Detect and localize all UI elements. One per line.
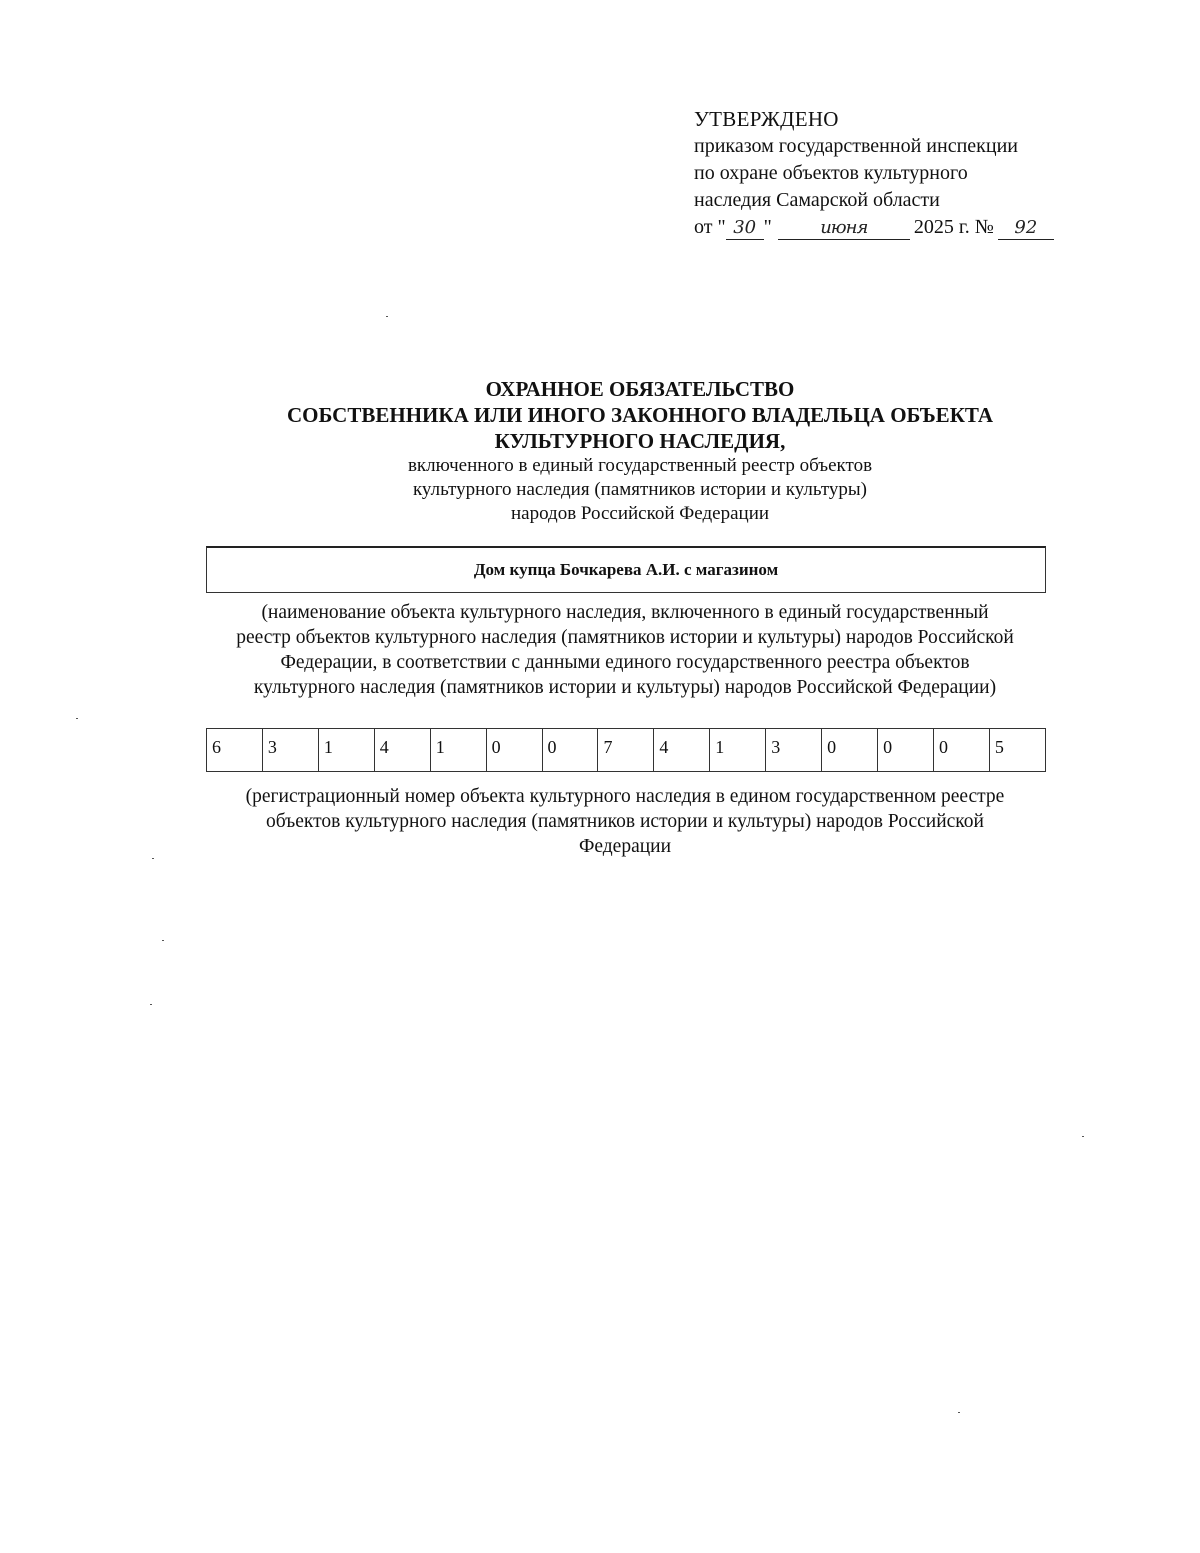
- handwritten-day: 30: [726, 217, 764, 240]
- scan-speck: [150, 1004, 152, 1005]
- reg-digit-cell: 4: [654, 729, 710, 772]
- reg-digit-cell: 3: [766, 729, 822, 772]
- scan-speck: [76, 718, 78, 719]
- reg-digit-cell: 7: [598, 729, 654, 772]
- object-caption-line-1: (наименование объекта культурного наследия, включенного в единый государственный: [261, 602, 989, 623]
- reg-digit-cell: 6: [207, 729, 263, 772]
- reg-digit-cell: 0: [542, 729, 598, 772]
- approval-heading: УТВЕРЖДЕНО: [694, 107, 839, 131]
- reg-digit-cell: 0: [486, 729, 542, 772]
- reg-digit-cell: 3: [262, 729, 318, 772]
- object-caption-line-4: культурного наследия (памятников истории и культуры) народов Российской Федерации): [253, 677, 997, 698]
- reg-digit-cell: 0: [878, 729, 934, 772]
- document-title-block: [200, 376, 1080, 526]
- object-caption-line-3: Федерации, в соответствии с данными единого государственного реестра объектов: [280, 652, 970, 673]
- scan-speck: [1082, 1136, 1084, 1137]
- reg-caption-line-3: Федерации: [578, 836, 672, 857]
- reg-digit-cell: 0: [822, 729, 878, 772]
- approval-line-3: наследия Самарской области: [694, 189, 940, 211]
- approval-date-line: [694, 214, 1114, 241]
- document-title-line-1: ОХРАННОЕ ОБЯЗАТЕЛЬСТВО: [485, 377, 795, 401]
- scan-speck: [958, 1412, 960, 1413]
- scan-speck: [152, 858, 154, 859]
- registration-number-row: [207, 729, 1046, 772]
- document-subtitle-line-1: включенного в единый государственный реестр объектов: [407, 455, 873, 476]
- date-year-number-label: 2025 г. №: [913, 216, 994, 238]
- document-subtitle-line-2: культурного наследия (памятников истории и культуры): [412, 479, 868, 500]
- approval-line-1: приказом государственной инспекции: [694, 135, 1018, 157]
- reg-digit-cell: 0: [933, 729, 989, 772]
- date-quote: ": [763, 216, 772, 238]
- reg-digit-cell: 4: [374, 729, 430, 772]
- document-title-line-2: СОБСТВЕННИКА ИЛИ ИНОГО ЗАКОННОГО ВЛАДЕЛЬЦА ОБЪЕКТА: [286, 403, 994, 427]
- object-name-box: [206, 546, 1046, 593]
- scan-speck: [386, 316, 388, 317]
- reg-digit-cell: 1: [318, 729, 374, 772]
- handwritten-month: июня: [778, 217, 910, 240]
- object-caption-line-2: реестр объектов культурного наследия (памятников истории и культуры) народов Российской: [236, 627, 1014, 648]
- reg-digit-cell: 1: [430, 729, 486, 772]
- date-prefix: от ": [694, 216, 726, 238]
- approval-stamp: [694, 106, 1114, 241]
- object-name: Дом купца Бочкарева А.И. с магазином: [473, 560, 779, 579]
- document-title-line-3: КУЛЬТУРНОГО НАСЛЕДИЯ,: [494, 429, 786, 453]
- reg-digit-cell: 5: [989, 729, 1045, 772]
- handwritten-order-number: 92: [998, 217, 1054, 240]
- registration-number-table: [206, 728, 1046, 772]
- reg-caption-line-2: объектов культурного наследия (памятников истории и культуры) народов Российской: [266, 811, 984, 832]
- approval-line-2: по охране объектов культурного: [694, 162, 968, 184]
- reg-digit-cell: 1: [710, 729, 766, 772]
- document-subtitle-line-3: народов Российской Федерации: [510, 503, 770, 524]
- registration-number-caption: [200, 784, 1050, 859]
- scan-speck: [162, 940, 164, 941]
- object-name-caption: [200, 600, 1050, 700]
- reg-caption-line-1: (регистрационный номер объекта культурного наследия в едином государственном реестре: [245, 786, 1005, 807]
